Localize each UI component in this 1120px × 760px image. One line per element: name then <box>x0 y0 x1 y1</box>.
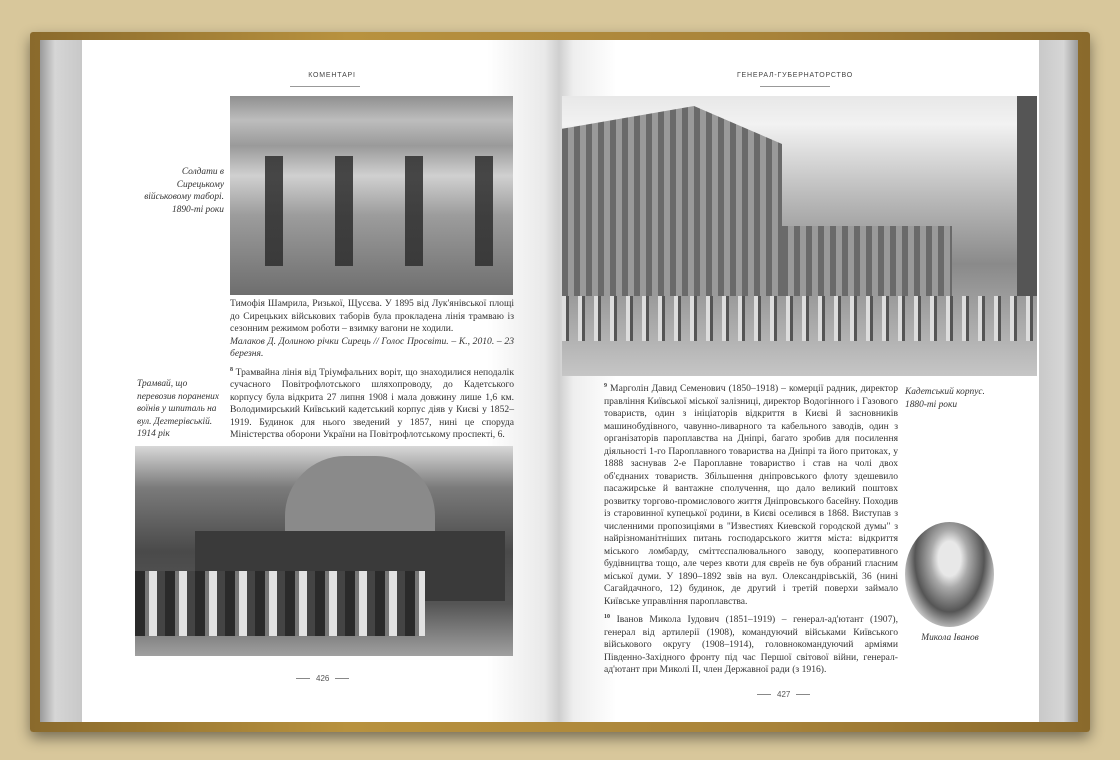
header-rule <box>290 86 360 87</box>
right-text-column <box>604 383 898 677</box>
footnote-text: Іванов Микола Іудович (1851–1919) – генерал-ад'ютант (1907), генерал від артилерії (1908), командуючий військами Київського військового округу (1908–1914), головнокомандуючий арміями Південно-Західного фронту під час Першої світової війни, генерал-ад'ютант при Миколі II, член Державної ради (з 1916). <box>604 614 898 675</box>
footnote-number: 9 <box>604 382 607 389</box>
left-text-column <box>230 298 514 442</box>
page-number-right <box>757 690 810 699</box>
page-number-left <box>296 674 349 683</box>
footnote-number: 8 <box>230 366 233 373</box>
photo-tram <box>135 446 513 656</box>
footnote-8 <box>230 367 514 442</box>
header-rule <box>760 86 830 87</box>
photo-soldiers <box>230 96 513 295</box>
footnote-text: Марголін Давид Семенович (1850–1918) – комерції радник, директор правління Київської міської залізниці, директор Водогінного і Газового товариств, один з ініціаторів відкриття в Києві й засновників машинобудівного, чавунно-ливарного та кабельного заводів, один з організаторів пароплавства на Дніпрі, багато зробив для посилення діяльності 1-го Пароплавного товариства на Дніпрі та його притоках, у 1888 заснував 2-е Пароплавне товариство і став на чолі двох об'єднаних товариств. Збільшення дніпровського флоту здешевило пасажирське й вантажне сполучення, що дало великий поштовх розвитку торгово-промислового життя Дніпровського басейну. Походив із старовинної купецької родини, в Києві оселився в 1868. Виступав з численними пропозиціями в "Известиях Киевской городской думы" з найрізноманітніших питань господарського життя міста: відкриття міського ломбарду, сміттєспалювального заводу, кооперативного будівництва тощо, але через квоти для євреїв не був обраний гласним міської думи. У 1890–1892 звів на вул. Олександрівській, 36 (нині Сагайдачного, 12) будинок, де другий і третій поверхи займало Київське управління пароплавства. <box>604 383 898 607</box>
footnote-10 <box>604 614 898 677</box>
footnote-9 <box>604 383 898 608</box>
citation: Малаков Д. Долиною річки Сирець // Голос Просвіти. – К., 2010. – 23 березня. <box>230 335 514 359</box>
caption-cadet-corps: Кадетський корпус. 1880-ті роки <box>905 387 985 410</box>
left-running-header: КОМЕНТАРІ <box>308 72 356 79</box>
right-running-header: ГЕНЕРАЛ-ГУБЕРНАТОРСТВО <box>736 72 854 79</box>
photo-cadet-corps <box>562 96 1037 376</box>
caption-portrait: Микола Іванов <box>921 633 979 643</box>
caption-soldiers: Солдати в Сирецькому військовому таборі. 1890-ті роки <box>144 167 224 215</box>
paragraph-text: Тимофія Шамрила, Ризької, Щусєва. У 1895 від Лук'янівської площі до Сирецьких військових таборів була прокладена лінія трамваю із сезонним режимом роботи – взимку вагони не ходили. <box>230 298 514 334</box>
portrait-ivanov <box>905 522 994 627</box>
page-number-text: 427 <box>777 690 791 699</box>
footnote-number: 10 <box>604 613 610 620</box>
paragraph-continued <box>230 298 514 361</box>
caption-tram: Трамвай, що перевозив поранених воїнів у шпиталь на вул. Дегтерівській. 1914 рік <box>137 379 220 439</box>
page-number-text: 426 <box>316 674 330 683</box>
footnote-text: Трамвайна лінія від Тріумфальних воріт, що знаходилися неподалік сучасного Повітрофлотського шляхопроводу, до Кадетського корпусу була відкрита 27 липня 1908 і мала довжину лише 1,6 км. Володимирський Київський кадетський корпус діяв у Києві у 1852–1919. Будинок для нього зведений у 1857, нині це споруда Міністерства оборони України на Повітрофлотському проспекті, 6. <box>230 366 514 440</box>
